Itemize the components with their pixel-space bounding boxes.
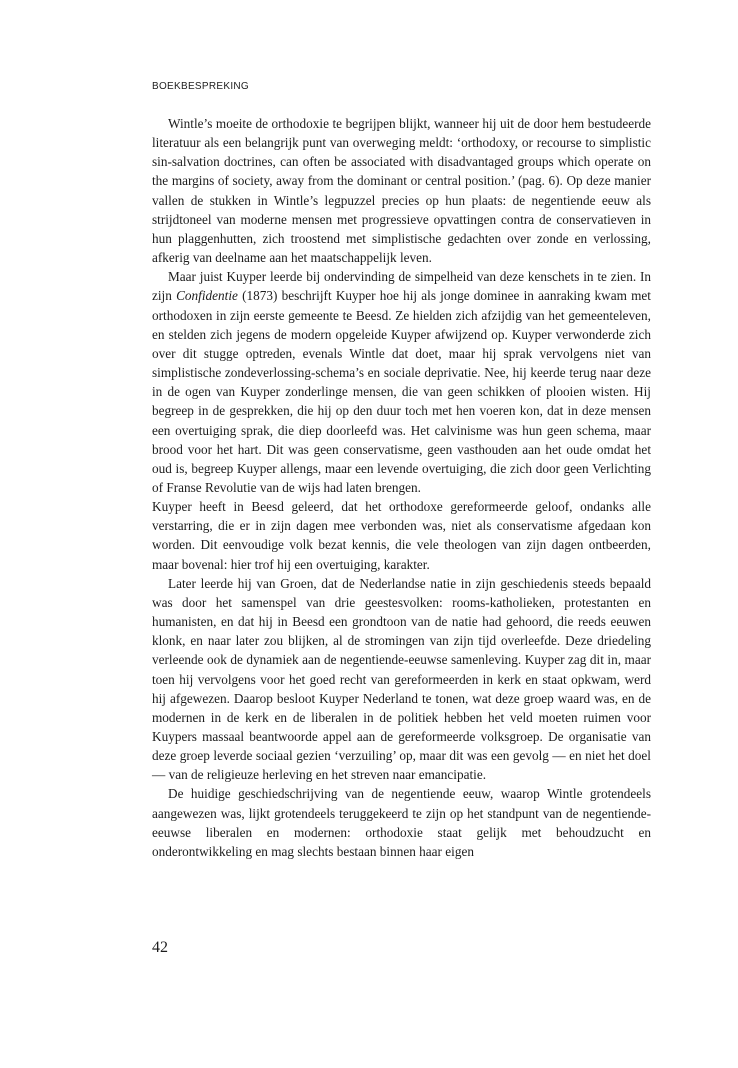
paragraph-2 — [152, 267, 651, 497]
running-header: BOEKBESPREKING — [152, 81, 250, 92]
paragraph-5: De huidige geschiedschrijving van de negentiende eeuw, waarop Wintle grotendeels aangewezen was, lijkt grotendeels teruggekeerd te zijn op het standpunt van de negentiende-eeuwse liberalen en modernen: orthodoxie staat gelijk met behoudzucht en onderontwikkeling en mag slechts bestaan binnen haar eigen — [152, 786, 651, 859]
book-title-confidentie: Confidentie — [176, 288, 238, 304]
paragraph-1: Wintle’s moeite de orthodoxie te begrijpen blijkt, wanneer hij uit de door hem bestudeerde literatuur als een belangrijk punt van overweging meldt: ‘orthodoxy, or recourse to simplistic sin-salvation doctrines, can often be associated with disadvantaged groups which operate on the margins of society, away from the dominant or central position.’ (pag. 6). Op deze manier vallen de stukken in Wintle’s legpuzzel precies op hun plaats: de negentiende eeuw als strijdtoneel van moderne mensen met progressieve opvattingen contra de conservatieven in hun plaggenhutten, zich troostend met simplistische gedachten over zonde en verlossing, afkerig van deelname aan het maatschappelijk leven. — [152, 116, 651, 266]
paragraph-3: Kuyper heeft in Beesd geleerd, dat het orthodoxe gereformeerde geloof, ondanks alle verstarring, die er in zijn dagen mee verbonden was, niet als conservatisme afgedaan kon worden. Dit eenvoudige volk bezat kennis, die vele theologen van zijn dagen ontbeerden, maar bovenal: hier trof hij een overtuiging, karakter. — [152, 499, 651, 572]
paragraph-2-rest: (1873) beschrijft Kuyper hoe hij als jonge dominee in aanraking kwam met orthodoxen in zijn eerste gemeente te Beesd. Ze hielden zich afzijdig van het gemeenteleven, en stelden zich jegens de modern opgeleide Kuyper afwijzend op. Kuyper verwonderde zich over dit stugge optreden, evenals Wintle dat doet, maar hij sprak vervolgens niet van simplistische zondeverlossing-schema’s en sociale deprivatie. Nee, hij keerde terug naar deze in de ogen van Kuyper zonderlinge mensen, die van geen schikken of plooien wisten. Hij begreep in de gesprekken, die hij op den duur toch met hen voeren kon, dat in deze mensen een overtuiging sprak, die diep doorleefd was. Het calvinisme was hun geen schema, maar brood voor het hart. Dit was geen conservatisme, geen vasthouden aan het oude omdat het oud is, begreep Kuyper allengs, maar een levende overtuiging, die zich door geen Verlichting of Franse Revolutie van de wijs had laten brengen. — [152, 288, 651, 495]
page-number: 42 — [152, 939, 168, 956]
article-body — [152, 114, 651, 861]
paragraph-2-lead: Maar juist Kuyper leerde bij ondervinding de simpelheid van deze kenschets in te zien. In zijn — [152, 269, 651, 304]
paragraph-4: Later leerde hij van Groen, dat de Nederlandse natie in zijn geschiedenis steeds bepaald was door het samenspel van drie geestesvolken: rooms-katholieken, protestanten en humanisten, en dat hij in Beesd een grondtoon van de natie had gehoord, die reeds eeuwen klonk, en naar later zou blijken, al de stromingen van zijn tijd overleefde. Deze driedeling verleende ook de dynamiek aan de negentiende-eeuwse samenleving. Kuyper zag dit in, maar toen hij vervolgens voor het goed recht van gereformeerden in kerk en staat opkwam, werd hij afgewezen. Daarop besloot Kuyper Nederland te tonen, wat deze groep waard was, en de modernen in de kerk en de liberalen in de politiek hebben het veld moeten ruimen voor Kuypers massaal beantwoorde appel aan de gereformeerde volksgroep. De organisatie van deze groep leverde sociaal gezien ‘verzuiling’ op, maar dit was een gevolg — en niet het doel — van de religieuze herleving en het streven naar emancipatie. — [152, 575, 651, 783]
